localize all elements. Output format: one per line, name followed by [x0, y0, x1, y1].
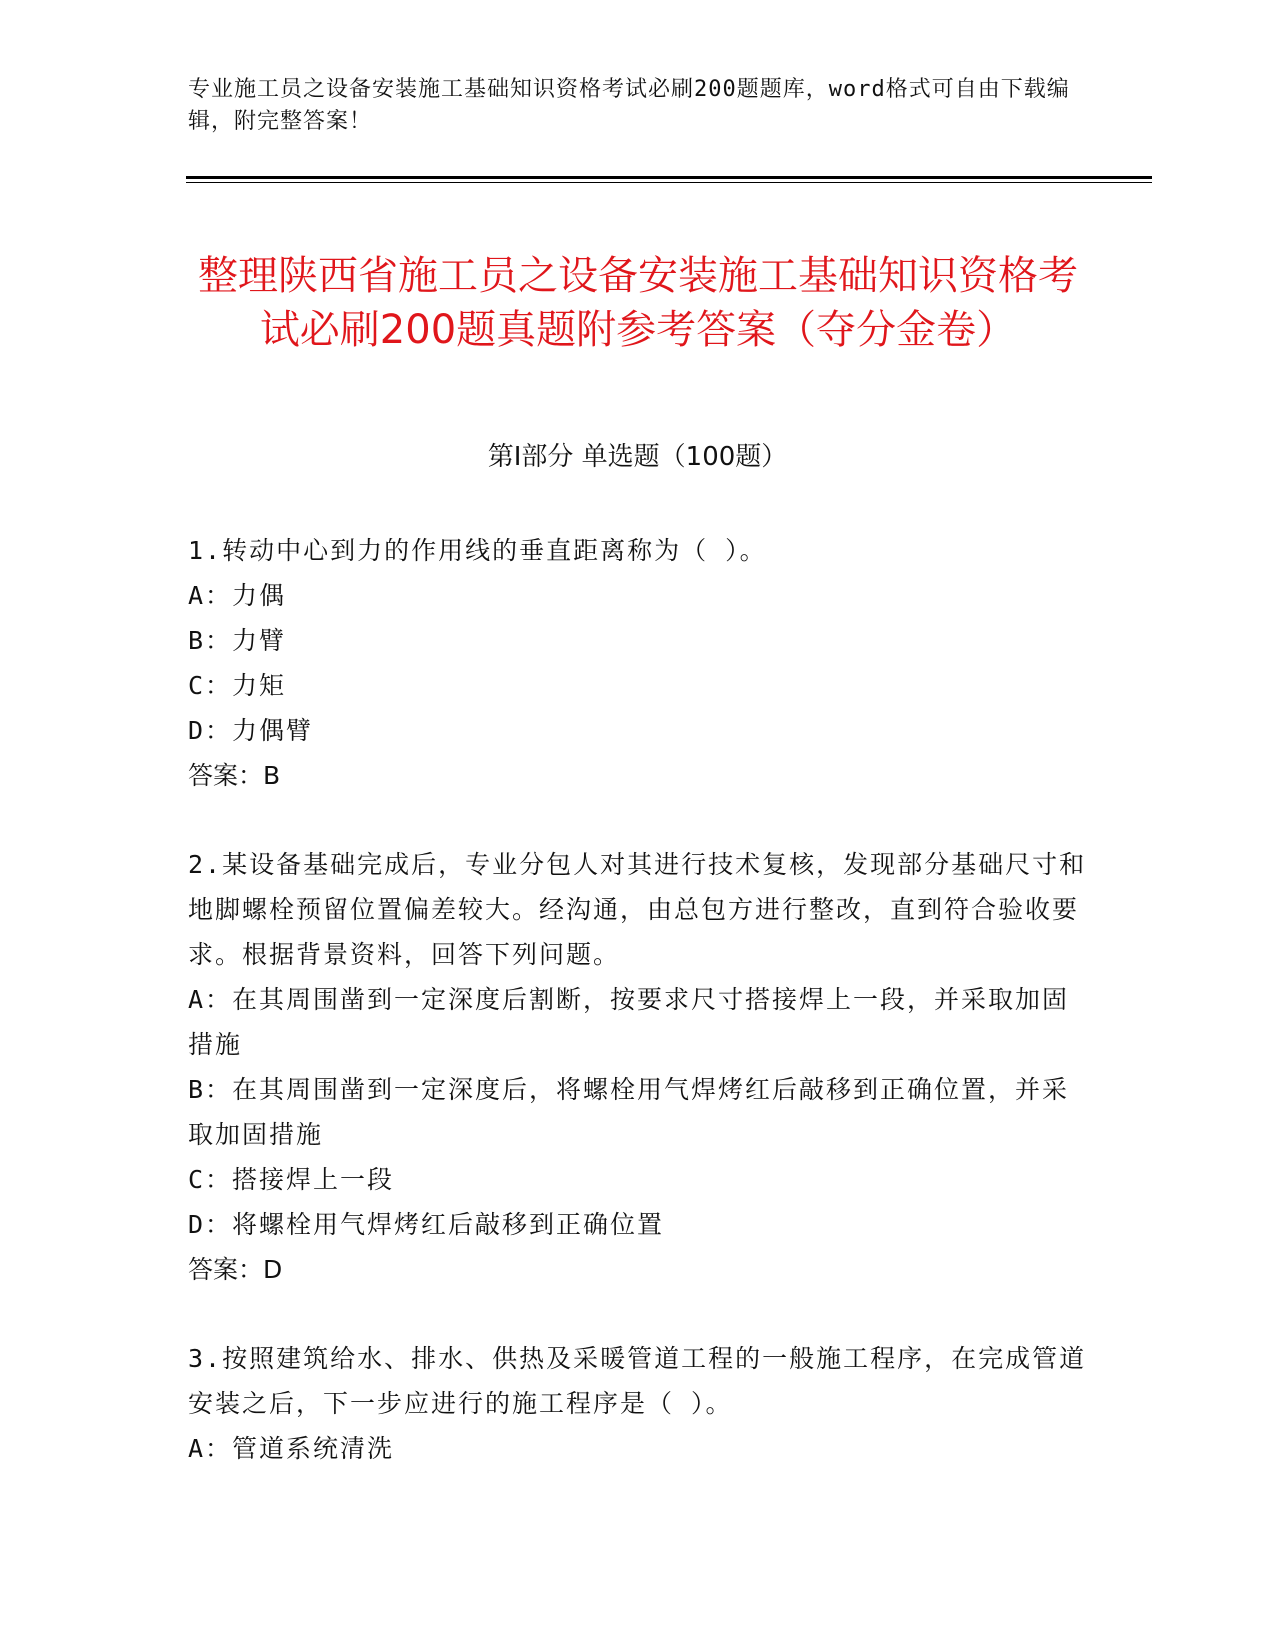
answer: 答案：D	[188, 1255, 283, 1284]
header-divider-thin	[186, 182, 1152, 183]
question-3	[188, 1336, 1088, 1471]
header-note: 专业施工员之设备安装施工基础知识资格考试必刷200题题库，word格式可自由下载编辑，附完整答案！	[188, 77, 1070, 134]
option-d: D：将螺栓用气焊烤红后敲移到正确位置	[188, 1210, 665, 1239]
option-d: D：力偶臂	[188, 716, 314, 745]
question-stem: 2.某设备基础完成后，专业分包人对其进行技术复核，发现部分基础尺寸和地脚螺栓预留位置偏差较大。经沟通，由总包方进行整改，直到符合验收要求。根据背景资料，回答下列问题。	[188, 850, 1087, 969]
answer: 答案：B	[188, 761, 281, 790]
question-stem: 1.转动中心到力的作用线的垂直距离称为（ ）。	[188, 536, 767, 565]
header-divider-thick	[186, 176, 1152, 179]
question-stem: 3.按照建筑给水、排水、供热及采暖管道工程的一般施工程序，在完成管道安装之后，下一步应进行的施工程序是（ ）。	[188, 1344, 1087, 1418]
question-1	[188, 528, 1088, 798]
section-heading: 第Ⅰ部分 单选题（100题）	[487, 442, 788, 472]
option-c: C：搭接焊上一段	[188, 1165, 395, 1194]
question-list	[188, 528, 1088, 1515]
option-a: A：在其周围凿到一定深度后割断，按要求尺寸搭接焊上一段，并采取加固措施	[188, 985, 1070, 1059]
option-a: A：力偶	[188, 581, 287, 610]
option-b: B：力臂	[188, 626, 287, 655]
option-c: C：力矩	[188, 671, 287, 700]
option-b: B：在其周围凿到一定深度后，将螺栓用气焊烤红后敲移到正确位置，并采取加固措施	[188, 1075, 1070, 1149]
document-title: 整理陕西省施工员之设备安装施工基础知识资格考试必刷200题真题附参考答案（夺分金卷）	[198, 252, 1078, 353]
question-2	[188, 842, 1088, 1292]
option-a: A：管道系统清洗	[188, 1434, 395, 1463]
